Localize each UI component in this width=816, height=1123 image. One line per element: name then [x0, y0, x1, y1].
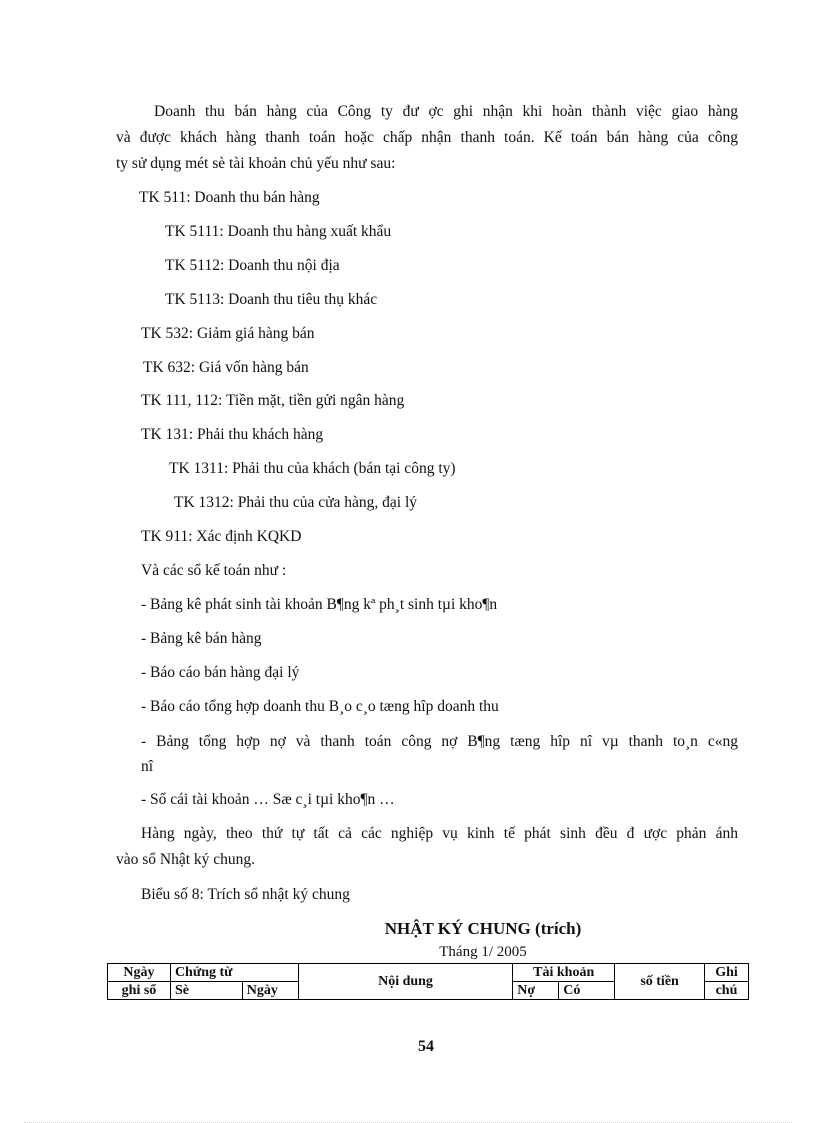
header-voucher-date: Ngày — [242, 982, 298, 1000]
book-item: - Báo cáo bán hàng đại lý — [141, 664, 300, 681]
journal-title — [0, 919, 816, 939]
header-date-top: Ngày — [108, 964, 171, 982]
book-item: - Bảng kê bán hàng — [141, 630, 262, 647]
books-intro: Và các sổ kế toán như : — [141, 562, 287, 579]
intro-line-3: ty sử dụng mét sè tài khoản chủ yếu như sau: — [116, 155, 396, 172]
account-item: TK 5113: Doanh thu tiêu thụ khác — [165, 291, 378, 308]
header-content: Nội dung — [298, 964, 513, 1000]
header-voucher-number: Sè — [170, 982, 242, 1000]
journal-title-suffix: (trích) — [535, 919, 582, 938]
account-item: TK 111, 112: Tiền mặt, tiền gửi ngân hàng — [141, 392, 405, 409]
account-item: TK 1312: Phải thu của cửa hàng, đại lý — [174, 494, 417, 511]
intro-line-1: Doanh thu bán hàng của Công ty đư ợc ghi nhận khi hoàn thành việc giao hàng — [154, 103, 738, 120]
account-item: TK 511: Doanh thu bán hàng — [139, 189, 320, 206]
daily-line-1: Hàng ngày, theo thứ tự tất cả các nghiệp vụ kinh tế phát sinh đều đ ược phản ánh — [141, 825, 738, 842]
header-note-bottom: chú — [704, 982, 748, 1000]
account-item: TK 5111: Doanh thu hàng xuất khẩu — [165, 223, 392, 240]
account-item: TK 5112: Doanh thu nội địa — [165, 257, 340, 274]
header-note-top: Ghi — [704, 964, 748, 982]
account-item: TK 911: Xác định KQKD — [141, 528, 302, 545]
account-item: TK 131: Phải thu khách hàng — [141, 426, 324, 443]
header-amount: số tiền — [615, 964, 705, 1000]
book-item: - Bảng kê phát sinh tài khoản B¶ng kª ph¸t sinh tµi kho¶n — [141, 596, 498, 613]
header-voucher: Chứng từ — [170, 964, 298, 982]
journal-month: Tháng 1/ 2005 — [439, 944, 527, 960]
page-number: 54 — [418, 1038, 434, 1055]
account-item: TK 1311: Phải thu của khách (bán tại công ty) — [169, 460, 456, 477]
header-debit: Nợ — [513, 982, 559, 1000]
journal-table — [107, 963, 749, 1000]
header-account: Tài khoản — [513, 964, 615, 982]
account-item: TK 632: Giá vốn hàng bán — [143, 359, 309, 376]
book-item: - Báo cáo tổng hợp doanh thu B¸o c¸o tæng hîp doanh thu — [141, 698, 499, 715]
header-date-bottom: ghi sổ — [108, 982, 171, 1000]
book-item: - Bảng tổng hợp nợ và thanh toán công nợ B¶ng tæng hîp nî vµ thanh to¸n c«ng — [141, 733, 738, 750]
book-item: - Sổ cái tài khoản … Sæ c¸i tµi kho¶n … — [141, 791, 395, 808]
intro-line-2: và được khách hàng thanh toán hoặc chấp nhận thanh toán. Kế toán bán hàng của công — [116, 129, 738, 146]
journal-title-main: NHẬT KÝ CHUNG — [384, 919, 531, 938]
header-credit: Có — [559, 982, 615, 1000]
daily-line-2: vào sổ Nhật ký chung. — [116, 851, 256, 868]
account-item: TK 532: Giảm giá hàng bán — [141, 325, 315, 342]
book-item-continued: nî — [141, 758, 154, 775]
table-caption: Biểu số 8: Trích sổ nhật ký chung — [141, 886, 350, 903]
